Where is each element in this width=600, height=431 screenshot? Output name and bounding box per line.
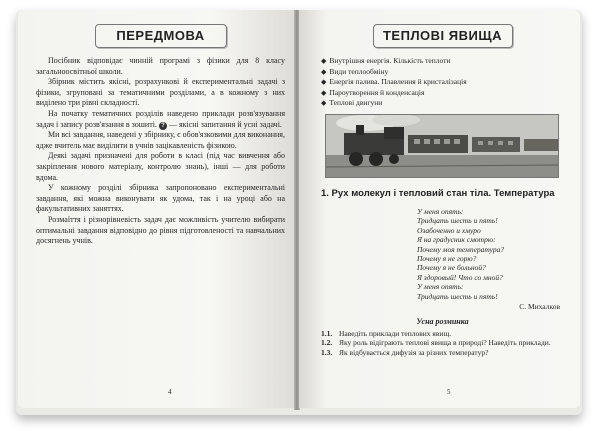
poem-author: С. Михалков (519, 302, 560, 312)
poem-line: Тридцать шесть и пять! (417, 291, 498, 301)
preface-paragraph: Посібник відповідає чинній програмі з фізики для 8 класу загальноосвітньої школи. (36, 56, 285, 76)
preface-paragraph: На початку тематичних розділів наведено приклади розв'язування задач і запису розв'язання в зошиті. ? — якісні запитання й усні задачі. (36, 108, 285, 129)
poem-line: Я на градусник смотрю: (417, 235, 496, 245)
epigraph-poem (417, 207, 564, 301)
topic-item: ◆ Теплові двигуни (321, 98, 383, 108)
poem-line: У меня опять: (417, 206, 464, 216)
preface-paragraph: У кожному розділі збірника запропоновано експериментальні завдання, які можна виконувати як удома, так і на уроці або на факультативних заняттях. (36, 183, 285, 214)
chapter-topics (321, 56, 564, 109)
preface-paragraph: Ми всі завдання, наведені у збірнику, є обов'язковими для виконання, адже вчитель має виділити в учнів зацікавленість фізикою. (36, 130, 285, 150)
preface-title: ПЕРЕДМОВА (95, 24, 227, 48)
question-mark-icon: ? (159, 122, 167, 130)
qmark-legend: — якісні запитання й усні задачі. (168, 119, 282, 129)
preface-paragraph: Розмаїття і різнорівневість задач дає можливість учителю вибирати оптимальні завдання відповідно до рівня підготовленості та навчальних досягнень учнів. (36, 214, 285, 246)
topic-item: ◆ Внутрішня енергія. Кількість теплоти (321, 56, 451, 65)
poem-line: Почему я не больной? (417, 263, 486, 273)
poem-line: Тридцать шесть и пять! (417, 216, 498, 226)
warmup-heading: Усна розминка (416, 317, 469, 327)
diamond-bullet-icon: ◆ (321, 78, 327, 87)
poem-line: Я здоровый! Что со мной? (417, 272, 503, 282)
preface-paragraph: Збірник містить якісні, розрахункові й експериментальні задачі з фізики, згруповані за тематичними розділами, а в кожному з них виділено три рівні складності. (36, 77, 285, 108)
locomotive-illustration (326, 115, 558, 177)
diamond-bullet-icon: ◆ (321, 57, 327, 65)
left-page (18, 10, 295, 408)
steam-locomotive-photo (325, 114, 559, 178)
preface-paragraph: Деякі задачі призначені для роботи в класі (під час вивчення або закріплення нового матеріалу, контролю знань), інші — для роботи вдома. (36, 151, 285, 182)
question-item: 1.2. Яку роль відіграють теплові явища в природі? Наведіть приклади. (321, 338, 551, 348)
poem-line: Почему моя температура? (417, 244, 505, 254)
page-number: 4 (168, 388, 172, 396)
open-book (16, 10, 582, 415)
topic-item: ◆ Види теплообміну (321, 66, 389, 76)
topic-item: ◆ Пароутворення й конденсація (321, 87, 425, 97)
question-item: 1.3. Як відбувається дифузія за різних температур? (321, 347, 489, 357)
right-page (299, 10, 580, 408)
page-number: 5 (447, 388, 451, 396)
diamond-bullet-icon: ◆ (321, 88, 327, 97)
topic-item: ◆ Енергія палива. Плавлення й кристалізація (321, 77, 467, 87)
section-heading: 1. Рух молекул і тепловий стан тіла. Температура (321, 187, 555, 199)
poem-line: Почему я не горю? (417, 254, 477, 263)
diamond-bullet-icon: ◆ (321, 99, 327, 108)
poem-line: Озабоченно и хмуро (417, 225, 481, 235)
poem-line: У меня опять: (417, 282, 464, 292)
diamond-bullet-icon: ◆ (321, 67, 327, 76)
chapter-title: ТЕПЛОВІ ЯВИЩА (373, 24, 513, 48)
question-item: 1.1. Наведіть приклади теплових явищ. (321, 329, 452, 339)
